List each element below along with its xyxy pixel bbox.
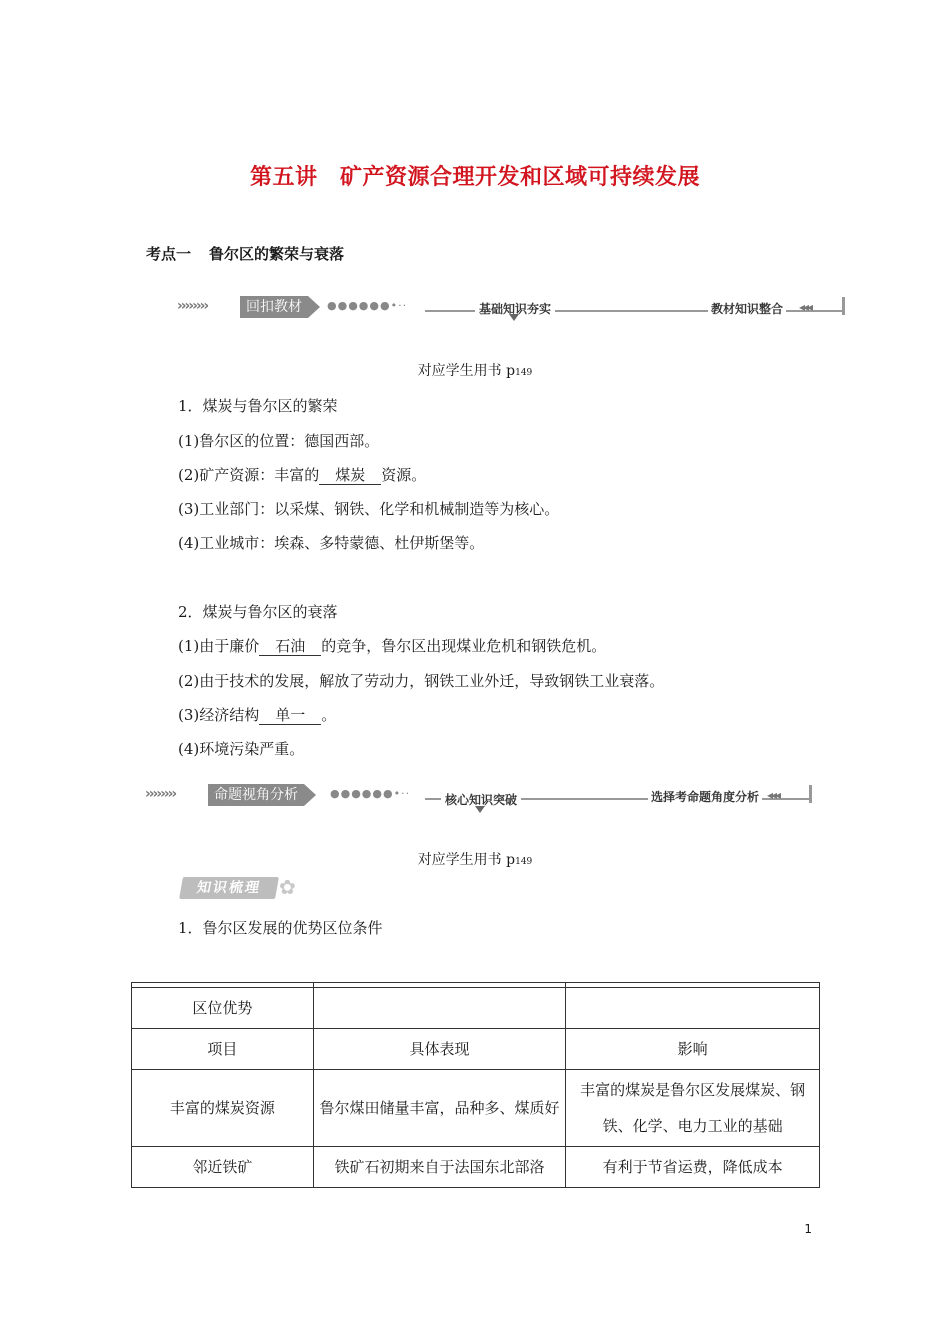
fill-blank-answer: 单一 — [259, 707, 321, 725]
section1-item-3: (3)工业部门：以采煤、钢铁、化学和机械制造等为核心。 — [178, 500, 560, 518]
section1-item-1: (1)鲁尔区的位置：德国西部。 — [178, 432, 380, 450]
reference-text: 对应学生用书 p — [417, 363, 516, 379]
reference-page: 149 — [515, 368, 533, 378]
reference-page: 149 — [515, 857, 533, 867]
table-header-cell: 影响 — [566, 1029, 820, 1070]
reference-line — [0, 849, 950, 869]
banner-end-bar — [809, 785, 812, 803]
table-heading: 1．鲁尔区发展的优势区位条件 — [178, 919, 383, 937]
knowledge-summary-label: 知识梳理 — [179, 877, 279, 899]
table-cell: 邻近铁矿 — [132, 1147, 314, 1188]
table-header-cell: 具体表现 — [313, 1029, 566, 1070]
banner-right-label: 教材知识整合 — [708, 300, 786, 317]
table-header-cell: 项目 — [132, 1029, 314, 1070]
section2-item-1 — [178, 635, 606, 656]
table-row — [132, 1147, 820, 1188]
banner-center-label: 基础知识夯实 — [475, 300, 555, 317]
section2-item-2: (2)由于技术的发展，解放了劳动力，钢铁工业外迁，导致钢铁工业衰落。 — [178, 672, 665, 690]
section-banner-analysis — [145, 784, 815, 810]
item-text: (1)由于廉价 — [178, 637, 260, 655]
table-cell: 铁矿石初期来自于法国东北部洛 — [313, 1147, 566, 1188]
banner-tag: 命题视角分析 — [208, 784, 304, 806]
section2-item-4: (4)环境污染严重。 — [178, 740, 305, 758]
section2-item-3 — [178, 704, 336, 725]
flower-icon: ✿ — [279, 875, 296, 899]
section1-heading: 1．煤炭与鲁尔区的繁荣 — [178, 397, 338, 415]
table-row — [132, 1070, 820, 1147]
location-advantage-table — [131, 982, 820, 1188]
banner-left-arrows-icon: ◂◂◂ — [799, 300, 812, 314]
reference-text: 对应学生用书 p — [417, 852, 516, 868]
fill-blank-answer: 石油 — [259, 638, 321, 656]
page-number: 1 — [804, 1222, 812, 1236]
kaodian-text: 鲁尔区的繁荣与衰落 — [209, 245, 345, 263]
item-text: 的竞争，鲁尔区出现煤业危机和钢铁危机。 — [321, 637, 607, 655]
table-cell — [313, 988, 566, 1029]
item-text: 资源。 — [381, 466, 427, 484]
banner-dots-icon: ●●●●●●•·· — [327, 299, 408, 312]
item-text: (3)经济结构 — [178, 706, 260, 724]
kaodian-heading — [146, 243, 344, 264]
section1-item-4: (4)工业城市：埃森、多特蒙德、杜伊斯堡等。 — [178, 534, 485, 552]
banner-right-label: 选择考命题角度分析 — [648, 788, 762, 805]
page-title: 第五讲 矿产资源合理开发和区域可持续发展 — [249, 165, 700, 190]
item-text: (2)矿产资源：丰富的 — [178, 466, 320, 484]
table-cell: 丰富的煤炭资源 — [132, 1070, 314, 1147]
table-row — [132, 988, 820, 1029]
table-cell: 鲁尔煤田储量丰富，品种多、煤质好 — [313, 1070, 566, 1147]
banner-center-label: 核心知识突破 — [441, 791, 521, 808]
banner-pointer-icon — [509, 314, 519, 321]
banner-left-arrows-icon: ◂◂◂ — [767, 788, 780, 802]
kaodian-label: 考点一 — [146, 245, 192, 263]
table-cell: 区位优势 — [132, 988, 314, 1029]
banner-arrows-icon: ›››››››› — [177, 298, 208, 314]
section2-heading: 2．煤炭与鲁尔区的衰落 — [178, 603, 338, 621]
table-cell: 丰富的煤炭是鲁尔区发展煤炭、钢铁、化学、电力工业的基础 — [566, 1070, 820, 1147]
banner-arrows-icon: ›››››››› — [145, 786, 176, 802]
banner-tag: 回扣教材 — [240, 296, 308, 318]
table-row — [132, 1029, 820, 1070]
banner-dots-icon: ●●●●●●•·· — [330, 787, 411, 800]
section1-item-2 — [178, 464, 426, 485]
banner-pointer-icon — [475, 806, 485, 813]
banner-end-bar — [842, 297, 845, 315]
item-text: 。 — [321, 706, 337, 724]
table-cell: 有利于节省运费，降低成本 — [566, 1147, 820, 1188]
fill-blank-answer: 煤炭 — [319, 467, 381, 485]
table-cell — [566, 988, 820, 1029]
reference-line — [0, 360, 950, 380]
section-banner-review — [145, 296, 848, 322]
